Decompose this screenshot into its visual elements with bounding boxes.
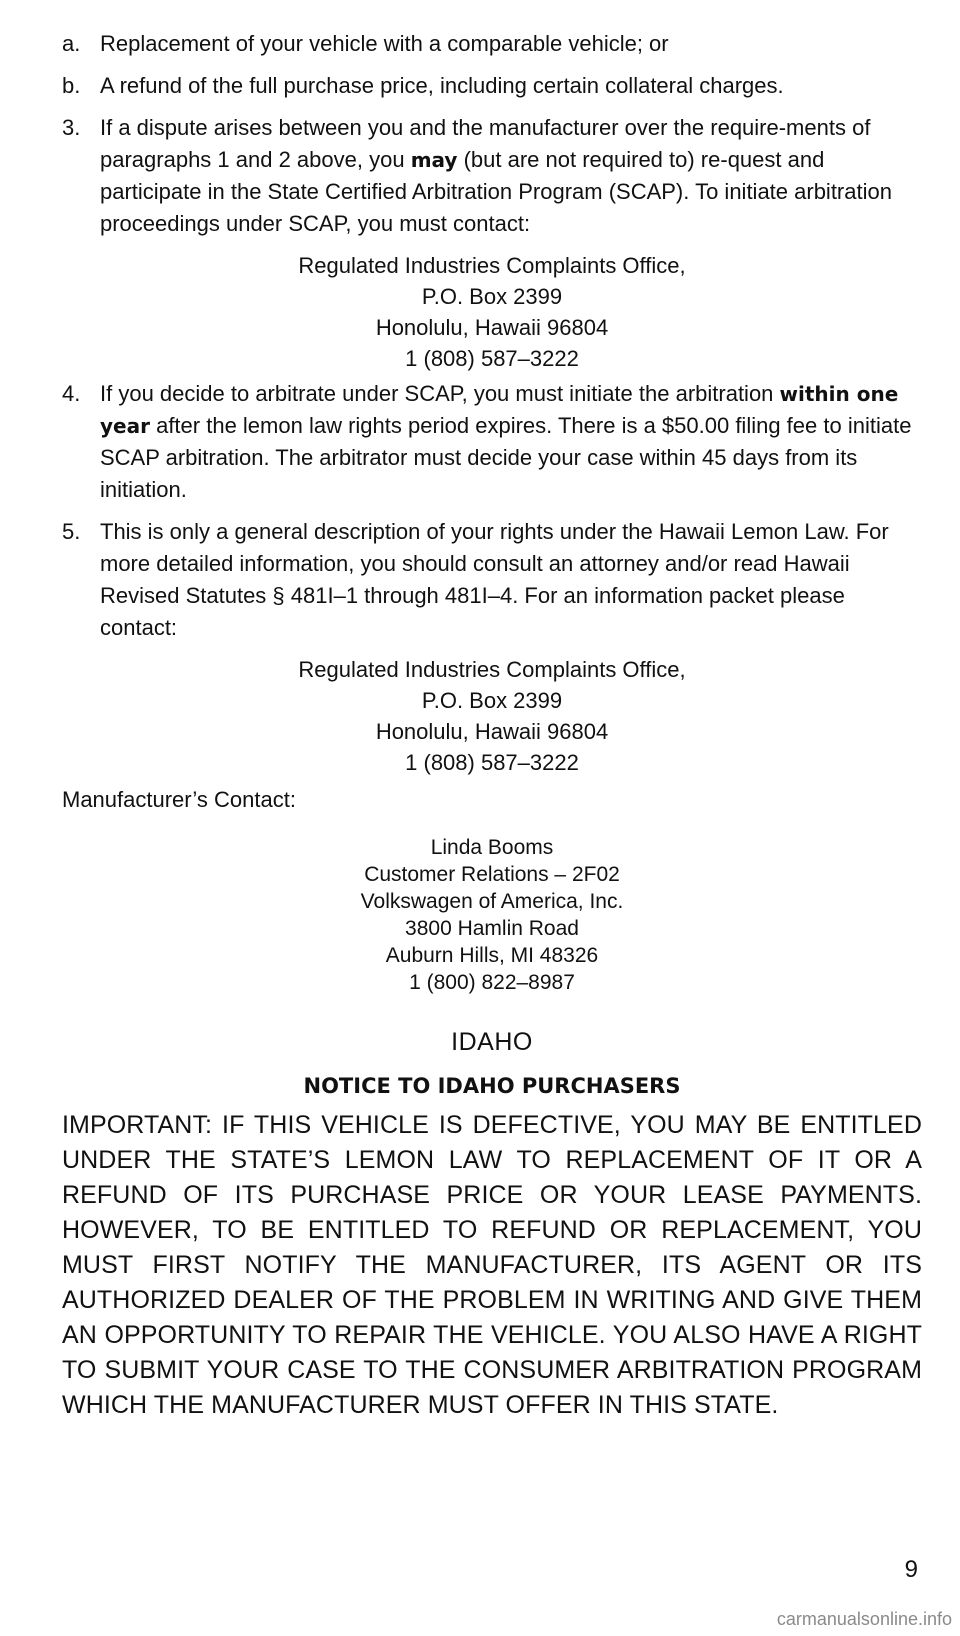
address-line: P.O. Box 2399 bbox=[421, 688, 563, 713]
address-line: Regulated Industries Complaints Office, bbox=[298, 657, 686, 682]
list-item-3 bbox=[62, 112, 922, 240]
info-packet-address-block bbox=[62, 654, 922, 778]
address-line: Honolulu, Hawaii 96804 bbox=[375, 315, 609, 340]
list-marker: b. bbox=[62, 73, 81, 98]
text-segment: (but are not required to) re-quest and participate in the State Certified Arbitration Program (SCAP). To initiate arbitration proceedings under SCAP, you must contact: bbox=[100, 147, 892, 236]
list-item-5 bbox=[62, 516, 922, 644]
contact-line: Auburn Hills, MI 48326 bbox=[385, 944, 599, 967]
emphasis-text: may bbox=[410, 148, 458, 172]
address-line: Regulated Industries Complaints Office, bbox=[298, 253, 686, 278]
list-marker: a. bbox=[62, 31, 81, 56]
page-number: 9 bbox=[904, 1556, 918, 1583]
address-line: 1 (808) 587–3222 bbox=[405, 346, 579, 371]
list-item-b bbox=[62, 70, 922, 102]
notice-body: IMPORTANT: IF THIS VEHICLE IS DEFECTIVE, YOU MAY BE ENTITLED UNDER THE STATE’S LEMON LAW TO REPLACEMENT OF IT OR A REFUND OF ITS PURCHASE PRICE OR YOUR LEASE PAYMENTS. HOWEVER, TO BE ENTITLED TO REFUND OR REPLACEMENT, YOU MUST FIRST NOTIFY THE MANUFACTURER, ITS AGENT OR ITS AUTHORIZED DEALER OF THE PROBLEM IN WRITING AND GIVE THEM AN OPPORTUNITY TO REPAIR THE VEHICLE. YOU ALSO HAVE A RIGHT TO SUBMIT YOUR CASE TO THE CONSUMER ARBITRATION PROGRAM WHICH THE MANUFACTURER MUST OFFER IN THIS STATE. bbox=[62, 1111, 922, 1419]
emphasis-text: within one year bbox=[100, 382, 899, 438]
list-marker: 5. bbox=[62, 519, 81, 544]
contact-line: Customer Relations – 2F02 bbox=[364, 863, 620, 886]
list-item-text bbox=[100, 378, 922, 506]
list-item-text: Replacement of your vehicle with a comparable vehicle; or bbox=[100, 31, 669, 56]
address-line: 1 (808) 587–3222 bbox=[405, 750, 579, 775]
address-line: Honolulu, Hawaii 96804 bbox=[375, 719, 609, 744]
manufacturer-contact-block bbox=[62, 834, 922, 996]
section-heading-idaho: IDAHO bbox=[451, 1028, 533, 1056]
list-item-text bbox=[100, 112, 922, 240]
list-item-text: A refund of the full purchase price, including certain collateral charges. bbox=[100, 73, 784, 98]
document-page bbox=[62, 28, 922, 1423]
contact-line: 1 (800) 822–8987 bbox=[409, 971, 575, 994]
list-item-4 bbox=[62, 378, 922, 506]
list-marker: 4. bbox=[62, 381, 81, 406]
list-item-text: This is only a general description of your rights under the Hawaii Lemon Law. For more detailed information, you should consult an attorney and/or read Hawaii Revised Statutes § 481I–1 through 481I–4. For an information packet please contact: bbox=[100, 519, 889, 640]
contact-line: 3800 Hamlin Road bbox=[405, 917, 579, 940]
text-segment: If you decide to arbitrate under SCAP, you must initiate the arbitration bbox=[100, 381, 780, 406]
list-marker: 3. bbox=[62, 115, 81, 140]
scap-address-block bbox=[62, 250, 922, 374]
text-segment: after the lemon law rights period expires. There is a $50.00 filing fee to initiate SCAP arbitration. The arbitrator must decide your case within 45 days from its initiation. bbox=[100, 413, 912, 502]
list-item-a bbox=[62, 28, 922, 60]
contact-line: Linda Booms bbox=[430, 836, 554, 859]
contact-line: Volkswagen of America, Inc. bbox=[360, 890, 624, 913]
manufacturer-contact-label: Manufacturer’s Contact: bbox=[62, 787, 296, 812]
text-segment: If a dispute arises between you and the manufacturer over the require-ments of paragraphs 1 and 2 above, you bbox=[100, 115, 871, 172]
site-watermark: carmanualsonline.info bbox=[776, 1609, 952, 1629]
notice-title: NOTICE TO IDAHO PURCHASERS bbox=[303, 1074, 681, 1098]
address-line: P.O. Box 2399 bbox=[421, 284, 563, 309]
